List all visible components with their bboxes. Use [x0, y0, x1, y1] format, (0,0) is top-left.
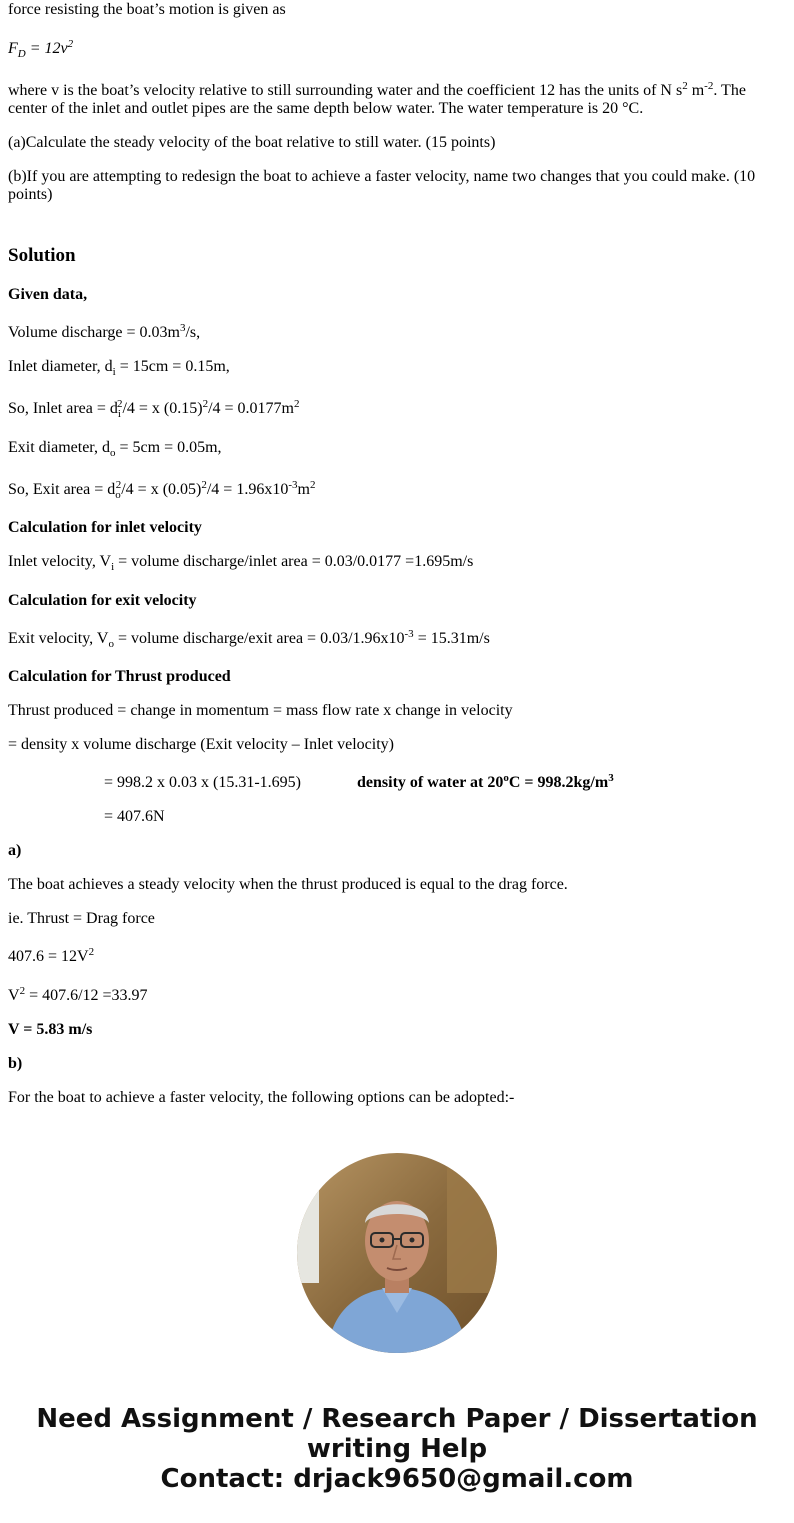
exit-velocity-line [8, 630, 490, 648]
density-sup2: 3 [608, 772, 614, 784]
inlet-d-a: Inlet diameter, d [8, 358, 113, 375]
thrust-line-2 [8, 736, 394, 754]
part-a-line-4 [8, 987, 148, 1005]
part-b-label-text: b) [8, 1055, 23, 1072]
ia-sup2: 2 [202, 398, 209, 410]
ev-sup: -3 [404, 628, 414, 640]
question-b [8, 168, 778, 204]
solution-heading: Solution [8, 245, 76, 266]
exit-d-a: Exit diameter, d [8, 439, 110, 456]
vol-sup: 3 [179, 322, 186, 334]
drag-formula [8, 40, 73, 58]
formula-f: F [8, 40, 18, 57]
inlet-area-line [8, 400, 299, 418]
inlet-velocity-heading-text: Calculation for inlet velocity [8, 519, 202, 536]
part-b-line-1 [8, 1089, 514, 1107]
ea-sup3: -3 [288, 479, 298, 491]
part-a-line-2 [8, 910, 155, 928]
part-a-label-text: a) [8, 842, 22, 859]
inlet-d-b: = 15cm = 0.15m, [115, 358, 230, 375]
density-b: C = 998.2kg/m [508, 774, 609, 791]
part-a-line-3 [8, 948, 94, 966]
avatar-portrait [297, 1153, 497, 1353]
ev-sub: o [108, 638, 114, 650]
thrust-line-1 [8, 702, 513, 720]
where-text-c: . The center of the inlet and outlet pipes are the same depth below water. The water temperature is 20 °C. [8, 82, 746, 117]
thrust-text-2: = density x volume discharge (Exit velocity – Inlet velocity) [8, 736, 394, 753]
avatar [297, 1153, 497, 1353]
iv-a: Inlet velocity, V [8, 553, 112, 570]
iv-b: = volume discharge/inlet area = 0.03/0.0177 =1.695m/s [114, 553, 474, 570]
ev-c: = 15.31m/s [413, 630, 490, 647]
part-a-answer [8, 1021, 92, 1039]
formula-exp: 2 [67, 38, 74, 50]
ea-d: m [297, 481, 310, 498]
ia-sub: i [117, 408, 121, 420]
volume-line [8, 324, 200, 342]
iv-sub: i [111, 561, 115, 573]
exit-d-sub: o [110, 447, 116, 459]
formula-eq: = 12v [25, 40, 68, 57]
ia-c: /4 = 0.0177m [208, 400, 294, 417]
ea-sup4: 2 [309, 479, 316, 491]
promo-banner [0, 1404, 794, 1494]
exit-area-line [8, 481, 315, 499]
thrust-text-4: = 407.6N [104, 808, 165, 825]
ea-sup: 2 [115, 479, 122, 491]
part-a-sup-3: 2 [88, 946, 95, 958]
ia-a: So, Inlet area = d [8, 400, 118, 417]
question-b-text: (b)If you are attempting to redesign the boat to achieve a faster velocity, name two changes that you could make. (10 points) [8, 168, 756, 203]
ea-sub: o [115, 489, 121, 501]
where-text-b: m [687, 82, 705, 99]
promo-contact: Contact: drjack9650@gmail.com [160, 1464, 634, 1494]
ea-sup2: 2 [201, 479, 207, 491]
ea-a: So, Exit area = d [8, 481, 116, 498]
thrust-text-3: = 998.2 x 0.03 x (15.31-1.695) [104, 774, 302, 791]
thrust-heading [8, 668, 231, 686]
question-a-text: (a)Calculate the steady velocity of the boat relative to still water. (15 points) [8, 134, 496, 151]
exit-velocity-heading [8, 592, 197, 610]
part-b-label [8, 1055, 22, 1073]
part-a-text-3: 407.6 = 12V [8, 948, 89, 965]
part-a-text-1: The boat achieves a steady velocity when the thrust produced is equal to the drag force. [8, 876, 568, 893]
intro-text: force resisting the boat’s motion is given as [8, 1, 286, 18]
density-a: density of water at 20 [357, 774, 504, 791]
part-a-text-4b: = 407.6/12 =33.97 [25, 987, 148, 1004]
part-a-answer-text: V = 5.83 m/s [8, 1021, 93, 1038]
given-data-label [8, 286, 87, 304]
part-a-line-1 [8, 876, 568, 894]
where-sup-1: 2 [682, 80, 688, 92]
where-paragraph [8, 82, 778, 118]
inlet-d-sub: i [112, 366, 116, 378]
ea-b: /4 = x (0.05) [121, 481, 202, 498]
formula-sub: D [17, 48, 26, 60]
given-data-text: Given data, [8, 286, 88, 303]
ea-c: /4 = 1.96x10 [206, 481, 289, 498]
question-a [8, 134, 495, 152]
exit-d-b: = 5cm = 0.05m, [115, 439, 222, 456]
thrust-text-1: Thrust produced = change in momentum = mass flow rate x change in velocity [8, 702, 513, 719]
ia-b: /4 = x (0.15) [122, 400, 203, 417]
promo-line-1: Need Assignment / Research Paper / Dissertation [36, 1404, 758, 1434]
density-note [357, 774, 614, 792]
part-a-text-4a: V [8, 987, 20, 1004]
ia-sup3: 2 [293, 398, 300, 410]
ev-a: Exit velocity, V [8, 630, 109, 647]
promo-line-2: writing Help [306, 1434, 488, 1464]
exit-velocity-heading-text: Calculation for exit velocity [8, 592, 197, 609]
density-sup: o [503, 772, 509, 784]
ia-sup: 2 [116, 398, 123, 410]
where-sup-2: -2 [704, 80, 714, 92]
part-a-label [8, 842, 21, 860]
part-b-text-1: For the boat to achieve a faster velocity, the following options can be adopted:- [8, 1089, 515, 1106]
exit-diameter-line [8, 439, 222, 457]
intro-line [8, 1, 286, 19]
inlet-diameter-line [8, 358, 230, 376]
vol-a: Volume discharge = 0.03m [8, 324, 180, 341]
ev-b: = volume discharge/exit area = 0.03/1.96x10 [113, 630, 405, 647]
part-a-text-2: ie. Thrust = Drag force [8, 910, 155, 927]
part-a-sup-4: 2 [19, 985, 26, 997]
inlet-velocity-line [8, 553, 473, 571]
thrust-heading-text: Calculation for Thrust produced [8, 668, 231, 685]
inlet-velocity-heading [8, 519, 202, 537]
where-text-a: where v is the boat’s velocity relative to still surrounding water and the coefficient 12 has the units of N s [8, 82, 683, 99]
vol-b: /s, [185, 324, 201, 341]
